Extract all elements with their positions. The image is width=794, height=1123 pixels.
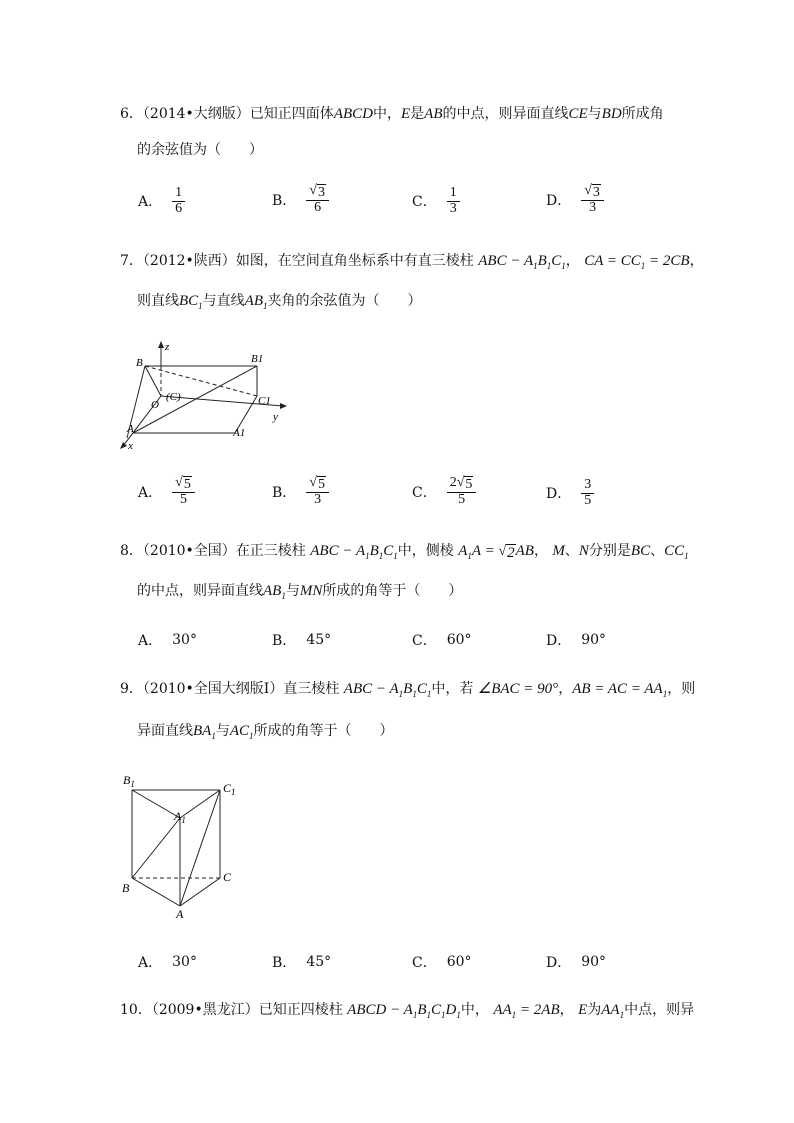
question-6-line-2: 的余弦值为（ ） xyxy=(137,142,263,158)
label-c1: $C_1$ xyxy=(223,781,236,797)
question-6-line-1: 6．（2014•大纲版）已知正四面体ABCD中，E是AB的中点，则异面直线CE与BD所成角 xyxy=(120,106,664,122)
label-y: y xyxy=(273,411,278,423)
label-z: z xyxy=(165,341,170,353)
label-a: A xyxy=(176,907,184,920)
q6-option-c[interactable]: C． $\frac{1}{3}$ xyxy=(412,186,460,216)
q8-option-b[interactable]: B． 45° xyxy=(272,632,332,649)
label-a: A xyxy=(127,423,134,435)
question-10-line-1: 10．（2009•黑龙江）已知正四棱柱 ABCD − $A_1B_1C_1D_1$中， $AA_1 = 2AB$， E为$AA_1$中点，则异 xyxy=(120,1002,695,1020)
q8-option-a[interactable]: A． 30° xyxy=(138,632,197,649)
q7-option-a[interactable]: A． √ 5 5 xyxy=(138,476,195,508)
question-9-line-2: 异面直线$BA_1$与$AC_1$所成的角等于（ ） xyxy=(137,723,394,741)
q6-option-b[interactable]: B． √ 3 6 xyxy=(272,184,329,216)
label-c: (C) xyxy=(166,391,181,403)
label-x: x xyxy=(128,440,133,452)
question-7-line-2: 则直线$BC_1$与直线$AB_1$夹角的余弦值为（ ） xyxy=(137,293,422,311)
q9-option-d[interactable]: D． 90° xyxy=(546,954,607,971)
label-b: B xyxy=(136,357,143,369)
y-axis-arrow-icon xyxy=(280,403,287,409)
q9-figure xyxy=(118,770,248,920)
label-a1: A1 xyxy=(233,427,246,439)
q9-option-c[interactable]: C． 60° xyxy=(412,954,472,971)
q7-option-c[interactable]: C． 2 √ 5 5 xyxy=(412,476,476,508)
q9-option-a[interactable]: A． 30° xyxy=(138,954,197,971)
q6-option-d[interactable]: D． √ 3 3 xyxy=(546,184,604,216)
label-b1: $B_1$ xyxy=(123,773,135,789)
label-c: C xyxy=(223,870,232,884)
z-axis-arrow-icon xyxy=(158,341,164,348)
question-8-line-1: 8．（2010•全国）在正三棱柱 ABC − $A_1B_1C_1$中，侧棱 $A_1A$ = √ 2 AB， M、N分别是BC、$CC_1$ xyxy=(120,543,689,561)
label-c1: C1 xyxy=(258,395,271,407)
q8-option-c[interactable]: C． 60° xyxy=(412,632,472,649)
q7-option-d[interactable]: D． $\frac{3}{5}$ xyxy=(546,478,594,508)
q9-option-b[interactable]: B． 45° xyxy=(272,954,332,971)
q6-option-a[interactable]: A． $\frac{1}{6}$ xyxy=(138,186,185,216)
question-8-line-2: 的中点，则异面直线$AB_1$与MN所成的角等于（ ） xyxy=(137,583,463,601)
label-b: B xyxy=(122,881,130,895)
q8-option-d[interactable]: D． 90° xyxy=(546,632,607,649)
label-o: O xyxy=(151,399,159,411)
label-a1: $A_1$ xyxy=(174,809,186,825)
x-axis-arrow-icon xyxy=(120,442,127,449)
label-b1: B1 xyxy=(251,353,264,365)
q7-figure xyxy=(115,338,295,456)
question-9-line-1: 9．（2010•全国大纲版Ⅰ）直三棱柱 ABC − $A_1B_1C_1$中，若 ∠BAC = 90°，AB = AC = $AA_1$，则 xyxy=(120,681,696,699)
q7-option-b[interactable]: B． √ 5 3 xyxy=(272,476,329,508)
question-7-line-1: 7．（2012•陕西）如图，在空间直角坐标系中有直三棱柱 ABC − $A_1B_1C_1$， CA = $CC_1 = 2CB$， xyxy=(120,253,704,271)
